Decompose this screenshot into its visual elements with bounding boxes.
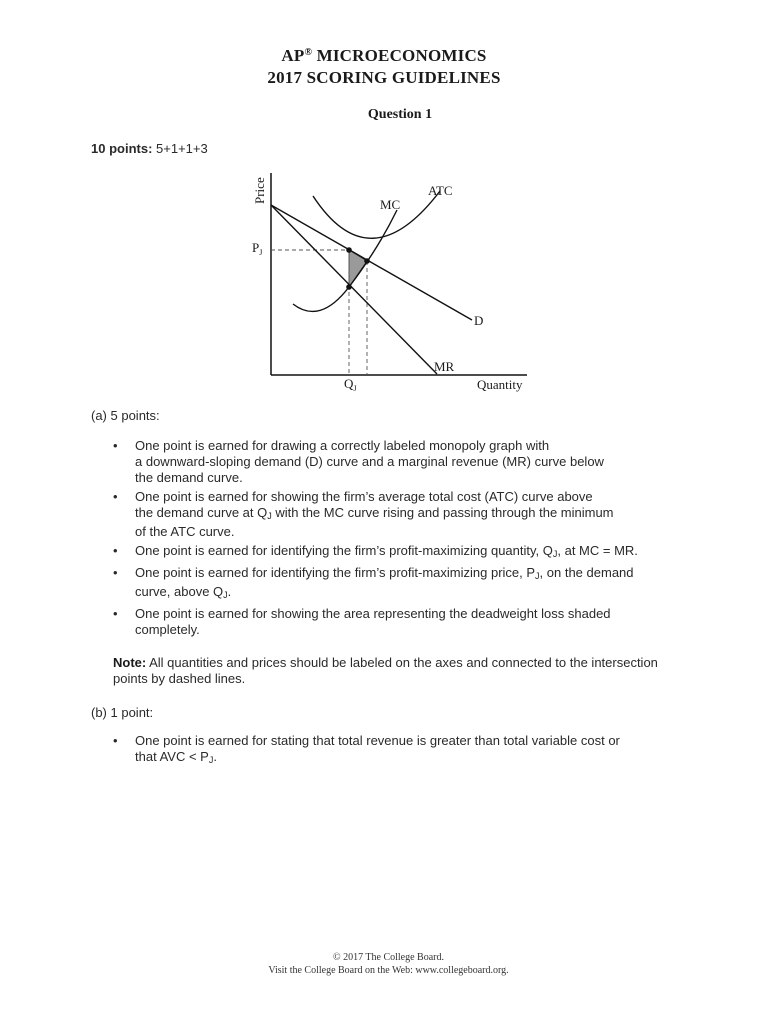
demand-price-point	[346, 247, 352, 253]
atc-curve	[313, 191, 440, 238]
part-a-heading: (a) 5 points:	[91, 408, 160, 423]
mc-mr-point	[346, 284, 352, 290]
demand-label: D	[474, 313, 484, 328]
note-paragraph: Note: All quantities and prices should be labeled on the axes and connected to the intersection points by dashed lines.	[113, 655, 658, 686]
question-heading: Question 1	[367, 107, 433, 122]
list-item: • One point is earned for identifying the firm’s profit-maximizing price, $P_J$, on the demand curve, above $Q_J$.	[113, 565, 673, 603]
part-a-list	[113, 438, 673, 641]
atc-label: ATC	[428, 183, 453, 198]
part-b-list	[113, 733, 673, 771]
page-footer: © 2017 The College Board. Visit the College Board on the Web: www.collegeboard.org.	[268, 952, 509, 976]
x-axis-label: Quantity	[477, 377, 523, 392]
y-axis-label: Price	[252, 177, 267, 204]
monopoly-graph	[240, 168, 540, 398]
list-item: • One point is earned for showing the area representing the deadweight loss shaded completely.	[113, 606, 673, 638]
mc-demand-point	[364, 258, 370, 264]
mc-curve	[293, 210, 397, 311]
price-label: $P_J$	[252, 240, 263, 257]
part-b-heading: (b) 1 point:	[91, 705, 154, 720]
quantity-label: $Q_J$	[344, 376, 357, 393]
points-summary: 10 points: 5+1+1+3	[91, 141, 208, 156]
mr-label: MR	[434, 359, 455, 374]
marginal-revenue-curve	[271, 205, 437, 374]
list-item: • One point is earned for stating that total revenue is greater than total variable cost or that AVC < $P_J$.	[113, 733, 673, 768]
mc-label: MC	[380, 197, 401, 212]
demand-curve	[271, 205, 472, 320]
list-item: • One point is earned for drawing a correctly labeled monopoly graph with a downward-sloping demand (D) curve and a marginal revenue (MR) curve below the demand curve.	[113, 438, 673, 486]
list-item: • One point is earned for identifying the firm’s profit-maximizing quantity, $Q_J$, at MC = MR.	[113, 543, 673, 562]
page-subtitle: 2017 SCORING GUIDELINES	[267, 68, 501, 87]
page-title: AP® MICROECONOMICS	[281, 46, 487, 65]
list-item: • One point is earned for showing the firm’s average total cost (ATC) curve above the demand curve at $Q_J$ with the MC curve rising and passing through the minimum of the ATC curve.	[113, 489, 673, 540]
